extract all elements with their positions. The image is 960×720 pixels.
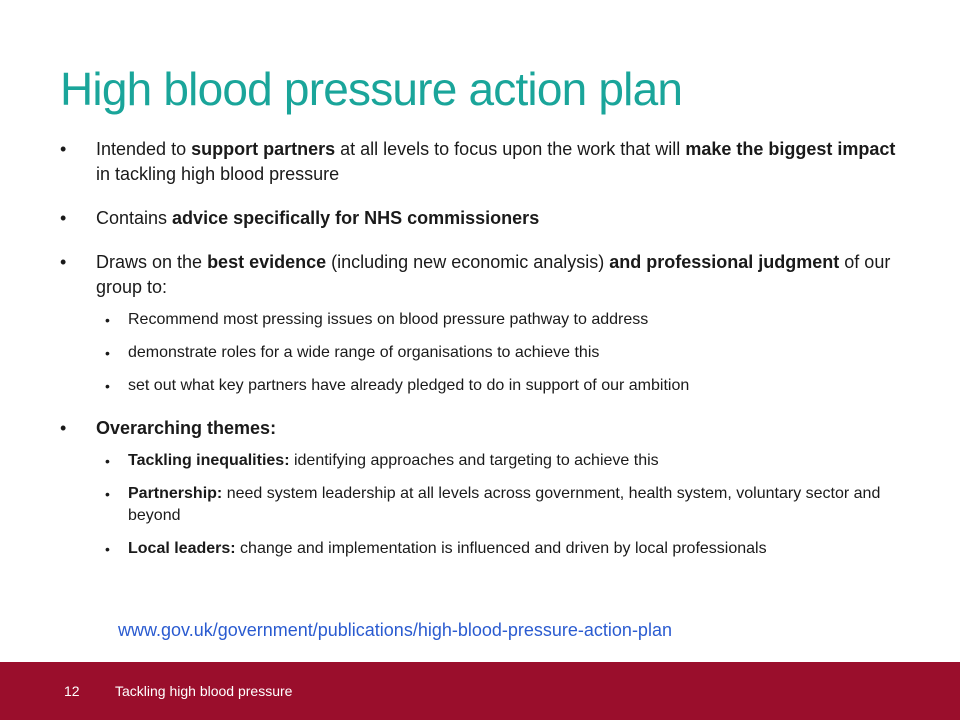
sub-bullet-item [96,342,910,364]
bullet-list [60,137,910,571]
sub-bullet-item [96,483,910,527]
bullet-text: Intended to support partners at all levels to focus upon the work that will make the biggest impact in tackling high blood pressure [96,139,896,184]
sub-bullet-text: Recommend most pressing issues on blood pressure pathway to address [128,311,649,328]
sub-bullet-dot: • [105,312,110,328]
sub-bullet-text: demonstrate roles for a wide range of organisations to achieve this [128,344,600,361]
page-number: 12 [64,683,80,699]
bullet-dot: • [60,208,67,228]
footer-title: Tackling high blood pressure [115,683,293,699]
sub-bullet-dot: • [105,345,110,361]
sub-bullet-list [60,450,910,560]
publication-link[interactable]: www.gov.uk/government/publications/high-blood-pressure-action-plan [118,620,672,640]
sub-bullet-dot: • [105,378,110,394]
slide-title: High blood pressure action plan [60,63,683,115]
sub-bullet-text: set out what key partners have already pledged to do in support of our ambition [128,377,690,394]
bullet-text: Overarching themes: [96,418,277,438]
bullet-item [60,416,910,441]
bullet-item [60,206,910,231]
bullet-dot: • [60,139,67,159]
bullet-dot: • [60,252,67,272]
bullet-text: Draws on the best evidence (including new economic analysis) and professional judgment of our group to: [96,252,891,297]
sub-bullet-list [60,309,910,397]
sub-bullet-dot: • [105,541,110,557]
bullet-text: Contains advice specifically for NHS commissioners [96,208,540,228]
sub-bullet-text: Tackling inequalities: identifying approaches and targeting to achieve this [128,452,659,469]
sub-bullet-dot: • [105,453,110,469]
sub-bullet-item [96,538,910,560]
bullet-item [60,250,910,300]
bullet-dot: • [60,418,67,438]
sub-bullet-item [96,375,910,397]
sub-bullet-text: Partnership: need system leadership at all levels across government, health system, voluntary sector and beyond [128,485,881,524]
bullet-item [60,137,910,187]
sub-bullet-item [96,450,910,472]
sub-bullet-text: Local leaders: change and implementation is influenced and driven by local professionals [128,540,767,557]
sub-bullet-item [96,309,910,331]
sub-bullet-dot: • [105,486,110,502]
footer-bar [0,662,960,720]
